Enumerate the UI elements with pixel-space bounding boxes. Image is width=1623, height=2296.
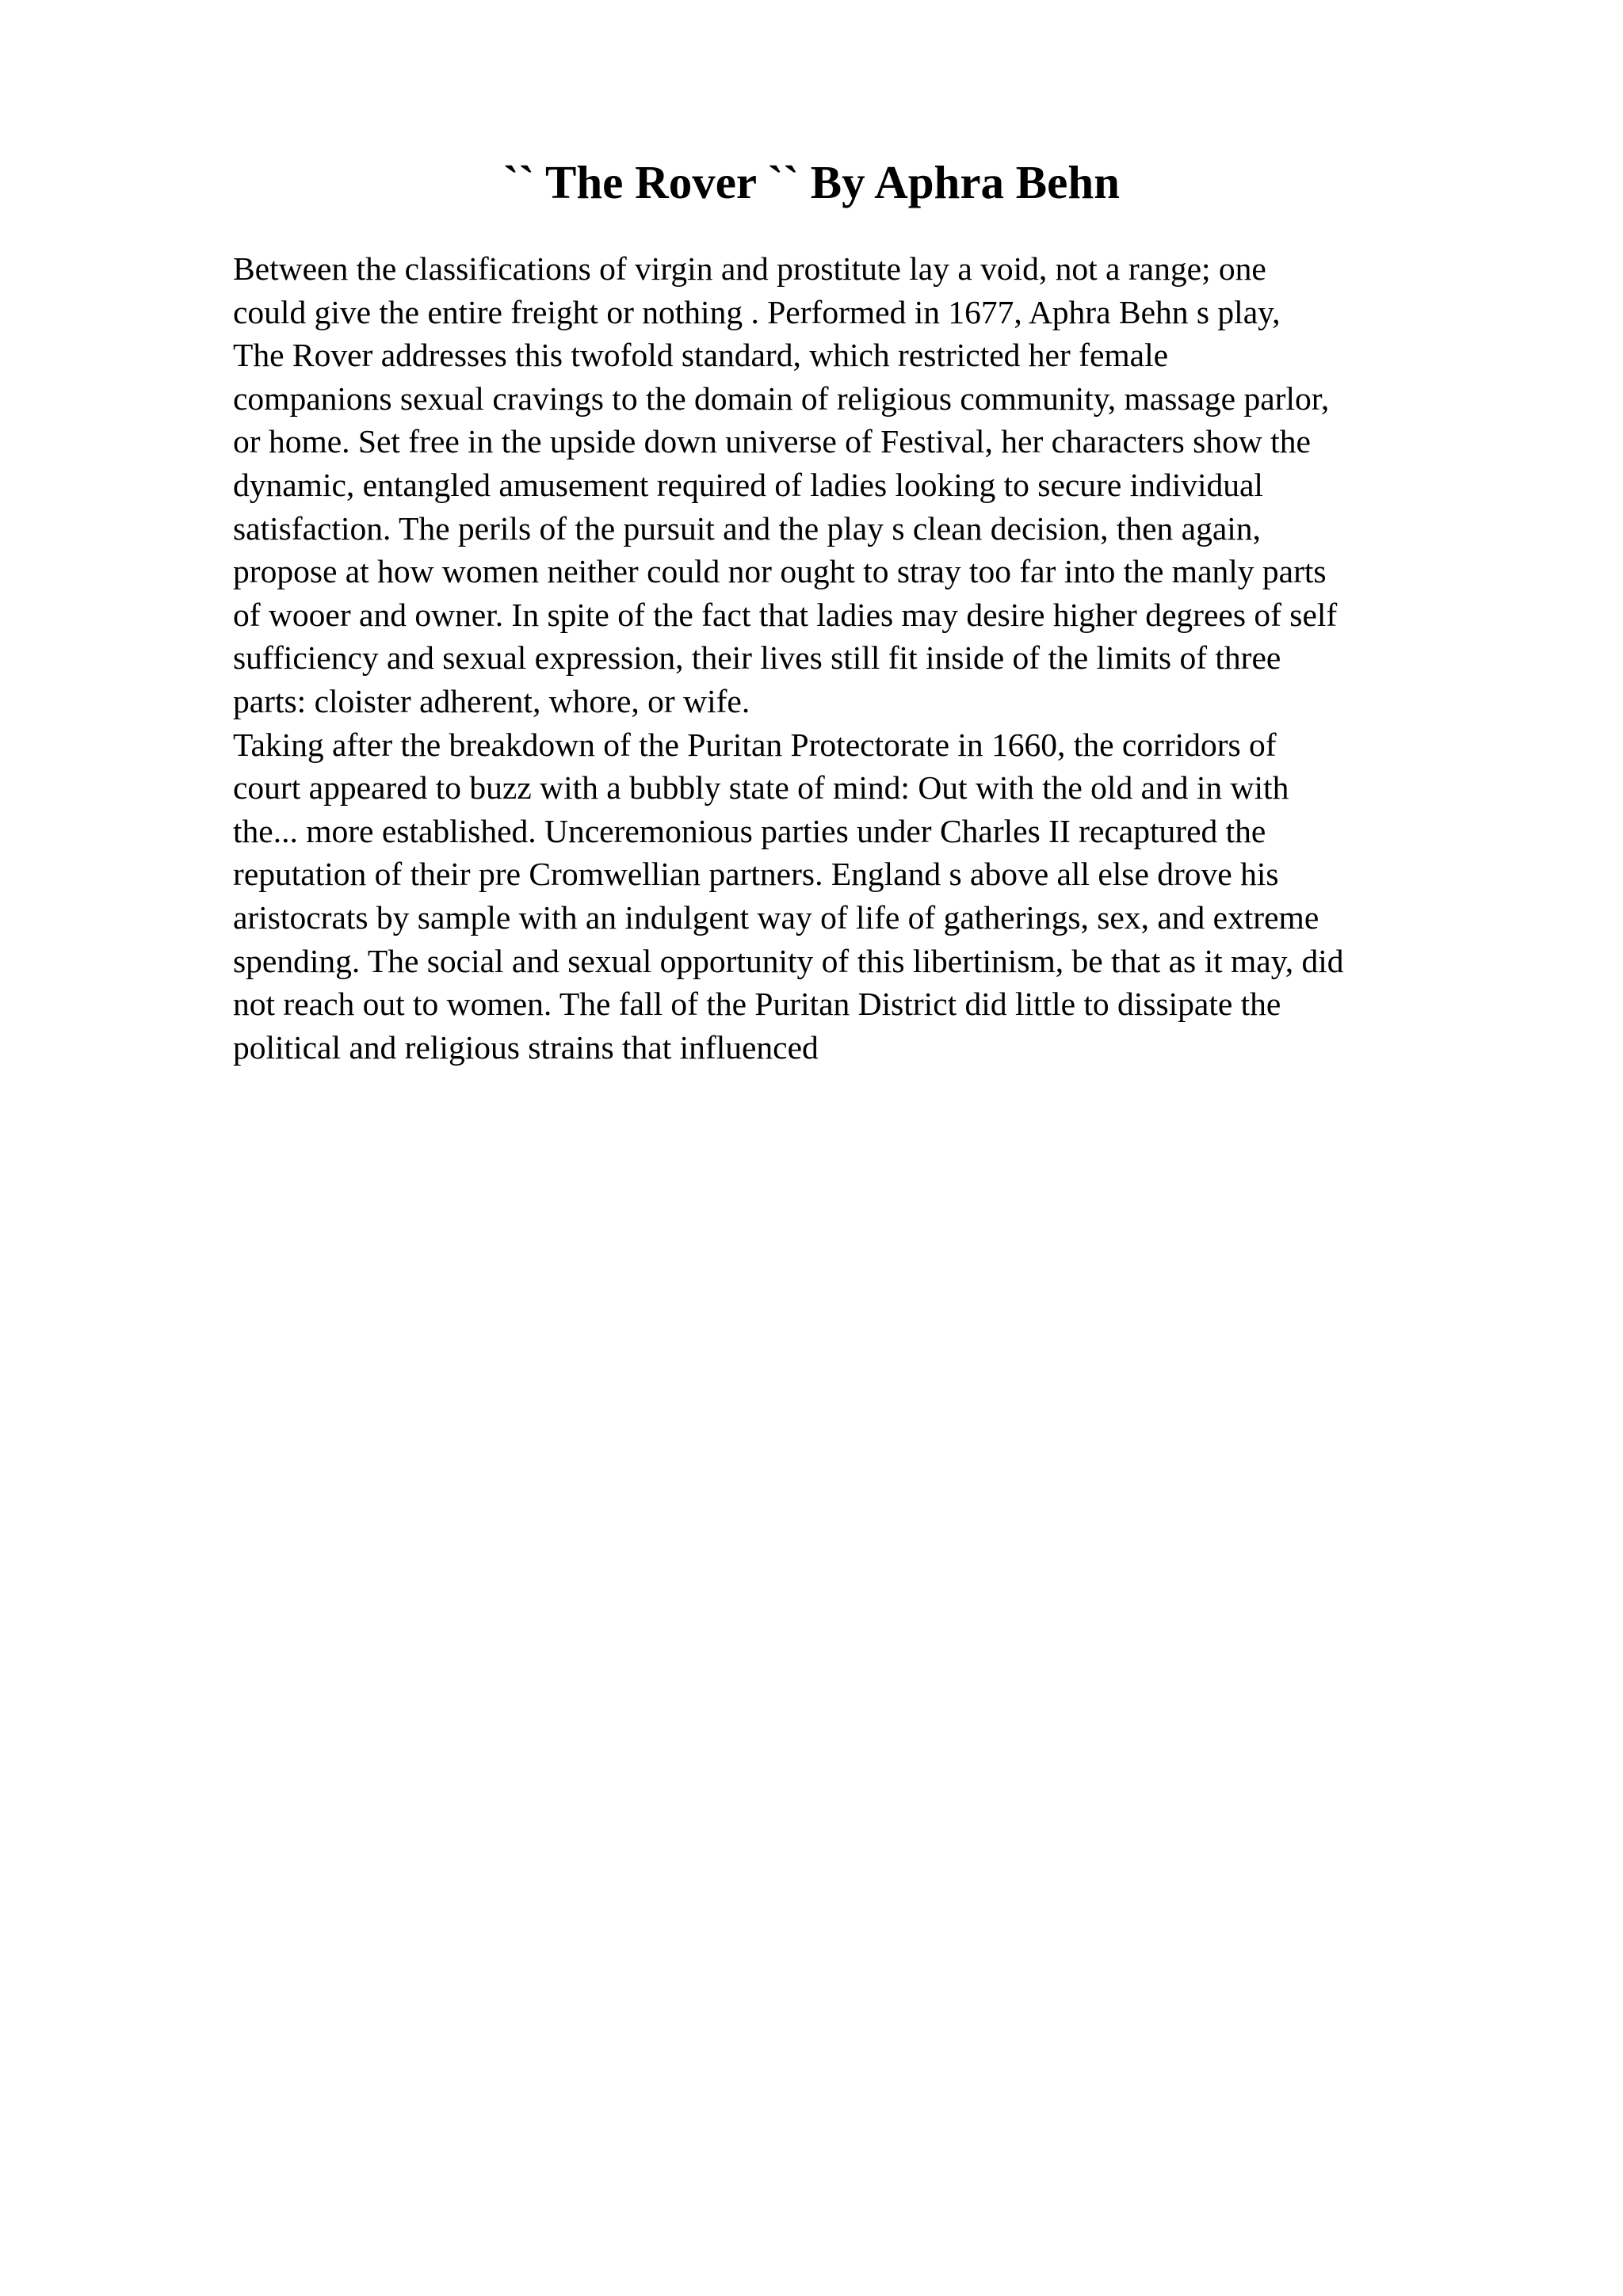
document-title: `` The Rover `` By Aphra Behn — [503, 156, 1120, 208]
text-line: could give the entire freight or nothing . Performed in 1677, Aphra Behn s play, — [233, 293, 1281, 330]
text-line: Taking after the breakdown of the Puritan Protectorate in 1660, the corridors of — [233, 726, 1277, 763]
text-line: parts: cloister adherent, whore, or wife. — [233, 682, 750, 719]
text-line: the... more established. Unceremonious parties under Charles II recaptured the — [233, 812, 1266, 849]
text-line: propose at how women neither could nor ought to stray too far into the manly parts — [233, 553, 1327, 590]
document-body — [233, 247, 1517, 1069]
text-line: dynamic, entangled amusement required of ladies looking to secure individual — [233, 466, 1263, 503]
text-line: The Rover addresses this twofold standard, which restricted her female — [233, 337, 1169, 374]
text-line: spending. The social and sexual opportunity of this libertinism, be that as it may, did — [233, 942, 1344, 979]
text-line: not reach out to women. The fall of the Puritan District did little to dissipate the — [233, 986, 1281, 1023]
text-line: political and religious strains that influenced — [233, 1028, 819, 1066]
text-line: court appeared to buzz with a bubbly state of mind: Out with the old and in with — [233, 769, 1289, 807]
text-line: reputation of their pre Cromwellian partners. England s above all else drove his — [233, 856, 1279, 893]
text-line: companions sexual cravings to the domain of religious community, massage parlor, — [233, 379, 1330, 417]
text-line: Between the classifications of virgin and prostitute lay a void, not a range; one — [233, 250, 1266, 287]
text-line: or home. Set free in the upside down universe of Festival, her characters show the — [233, 423, 1311, 460]
text-line: of wooer and owner. In spite of the fact that ladies may desire higher degrees of self — [233, 596, 1338, 633]
text-line: satisfaction. The perils of the pursuit and the play s clean decision, then again, — [233, 509, 1261, 547]
text-line: aristocrats by sample with an indulgent way of life of gatherings, sex, and extreme — [233, 898, 1319, 936]
text-line: sufficiency and sexual expression, their lives still fit inside of the limits of three — [233, 639, 1281, 677]
